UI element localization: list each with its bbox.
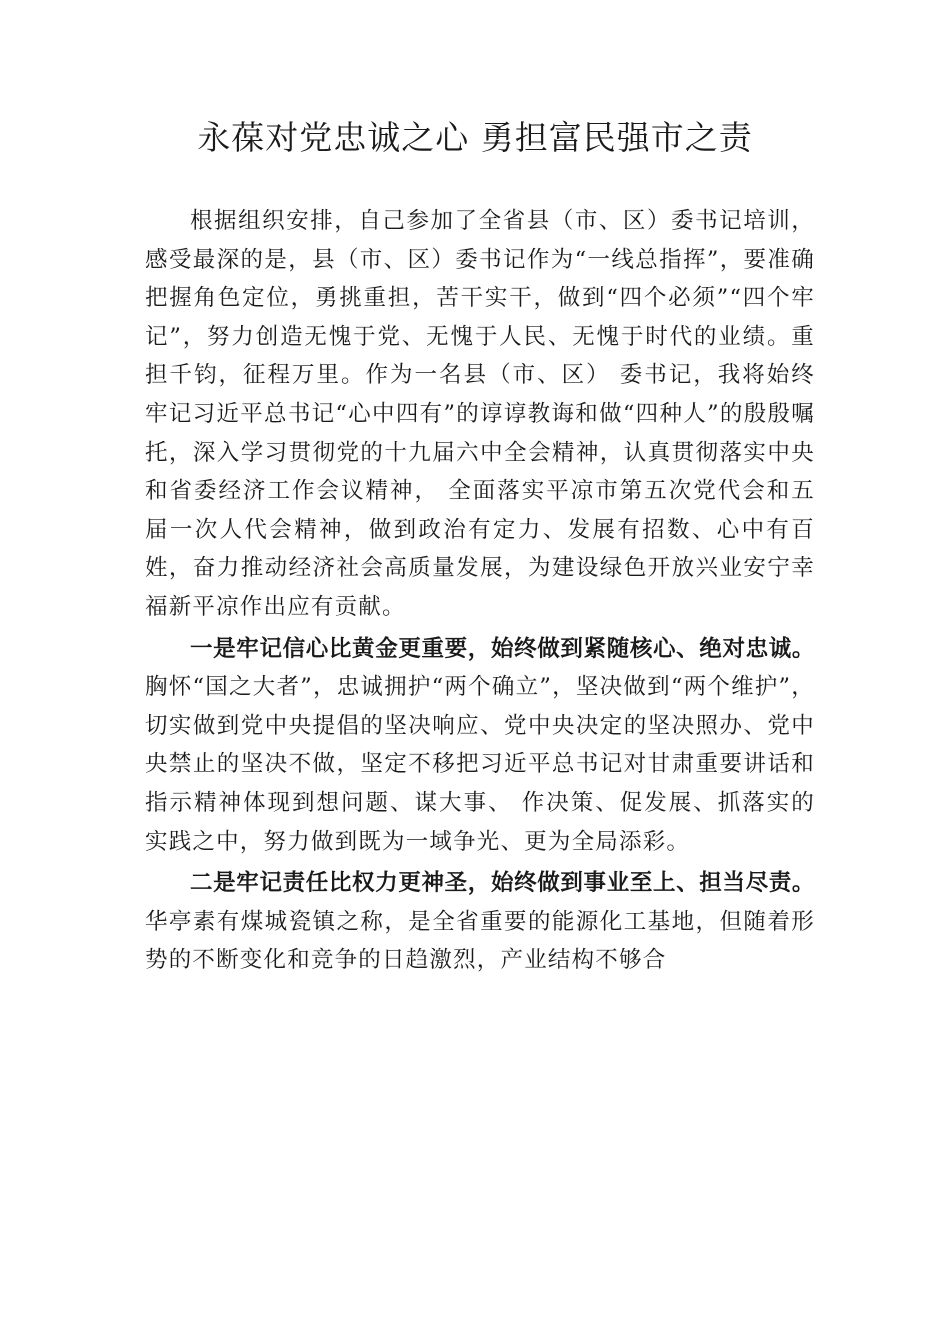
paragraph-text: 华亭素有煤城瓷镇之称，是全省重要的能源化工基地，但随着形势的不断变化和竞争的日趋激烈，产业结构不够合 [145, 908, 815, 974]
paragraph-point-two [145, 864, 815, 980]
paragraph-lead-heading: 一是牢记信心比黄金更重要，始终做到紧随核心、绝对忠诚。 [190, 635, 815, 662]
document-title: 永葆对党忠诚之心 勇担富民强市之责 [197, 118, 753, 157]
paragraph-lead-heading: 二是牢记责任比权力更神圣，始终做到事业至上、担当尽责。 [190, 870, 815, 897]
paragraph-intro [145, 202, 815, 627]
paragraph-point-one [145, 630, 815, 862]
document-body [145, 202, 815, 983]
paragraph-text: 根据组织安排，自己参加了全省县（市、区）委书记培训，感受最深的是，县（市、区）委书记作为“一线总指挥”，要准确把握角色定位，勇挑重担，苦干实干，做到“四个必须”“四个牢记”，努力创造无愧于党、无愧于人民、无愧于时代的业绩。重担千钧，征程万里。作为一名县（市、区） 委书记，我将始终牢记习近平总书记“心中四有”的谆谆教诲和做“四种人”的殷殷嘱托，深入学习贯彻党的十九届六中全会精神，认真贯彻落实中央和省委经济工作会议精神， 全面落实平凉市第五次党代会和五届一次人代会精神，做到政治有定力、发展有招数、心中有百姓，奋力推动经济社会高质量发展，为建设绿色开放兴业安宁幸福新平凉作出应有贡献。 [145, 208, 815, 620]
paragraph-text: 胸怀“国之大者”，忠诚拥护“两个确立”，坚决做到“两个维护”，切实做到党中央提倡的坚决响应、党中央决定的坚决照办、党中央禁止的坚决不做，坚定不移把习近平总书记对甘肃重要讲话和指示精神体现到想问题、谋大事、 作决策、促发展、抓落实的实践之中，努力做到既为一域争光、更为全局添彩。 [145, 674, 815, 855]
